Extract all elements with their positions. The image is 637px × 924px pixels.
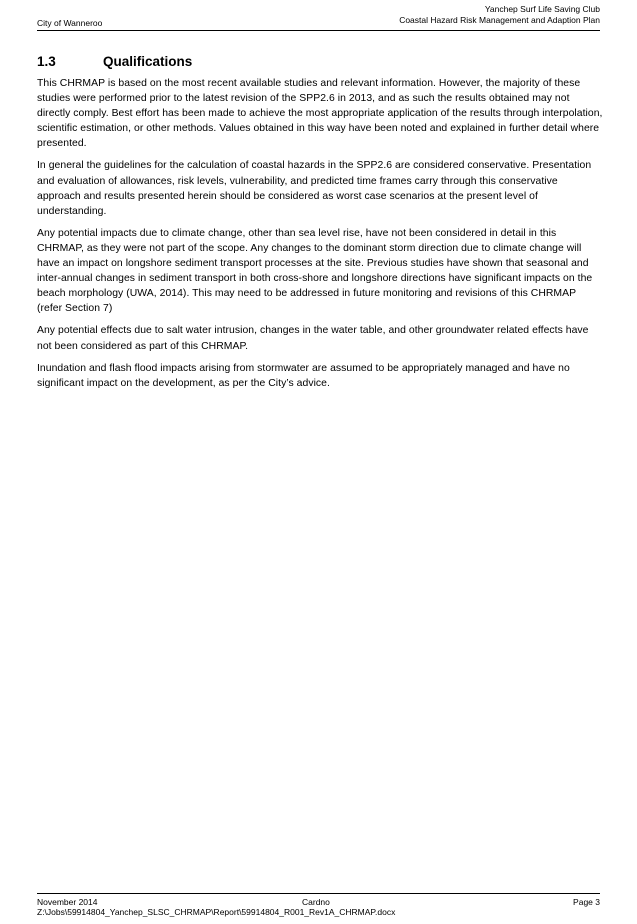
- header-project-line-1: Yanchep Surf Life Saving Club: [484, 4, 600, 14]
- document-body: [37, 54, 603, 398]
- footer-page-number: Page 3: [573, 897, 600, 907]
- footer-file-path: Z:\Jobs\59914804_Yanchep_SLSC_CHRMAP\Report\59914804_R001_Rev1A_CHRMAP.docx: [37, 907, 396, 917]
- section-heading: [37, 54, 603, 70]
- header-client-name: City of Wanneroo: [37, 18, 103, 28]
- section-title: Qualifications: [103, 54, 193, 69]
- page-header: [37, 4, 600, 31]
- paragraph-3: Any potential impacts due to climate change, other than sea level rise, have not been considered in detail in this CHRMAP, as they were not part of the scope. Any changes to the dominant storm direction due to climate change will have an impact on longshore sediment transport processes at the site. Previous studies have shown that seasonal and inter-annual changes in sediment transport in both cross-shore and longshore directions have significant impacts on the beach morphology (UWA, 2014). This may need to be addressed in future monitoring and revisions of this CHRMAP (refer Section 7): [37, 227, 593, 315]
- page-footer: [37, 893, 600, 922]
- header-project-line-2: Coastal Hazard Risk Management and Adaption Plan: [399, 14, 600, 25]
- paragraph-4: Any potential effects due to salt water intrusion, changes in the water table, and other groundwater related effects have not been considered as part of this CHRMAP.: [37, 325, 589, 352]
- section-number: 1.3: [37, 54, 56, 69]
- paragraph-1: This CHRMAP is based on the most recent available studies and relevant information. However, the majority of these studies were performed prior to the latest revision of the SPP2.6 in 2013, and as such the results obtained may not directly comply. Best effort has been made to achieve the most appropriate application of the results through interpolation, scientific estimation, or other methods. Values obtained in this way have been noted and explained in further detail where presented.: [37, 78, 603, 150]
- paragraph-5: Inundation and flash flood impacts arising from stormwater are assumed to be appropriately managed and have no significant impact on the development, as per the City’s advice.: [37, 362, 570, 389]
- header-project-title: [399, 4, 600, 25]
- paragraph-2: In general the guidelines for the calculation of coastal hazards in the SPP2.6 are considered conservative. Presentation and evaluation of allowances, risk levels, vulnerability, and predicted time frames carry through this conservative approach and results presented herein should be considered as worst case scenarios at the present level of understanding.: [37, 160, 592, 217]
- footer-company: Cardno: [302, 897, 330, 907]
- footer-date: November 2014: [37, 897, 98, 907]
